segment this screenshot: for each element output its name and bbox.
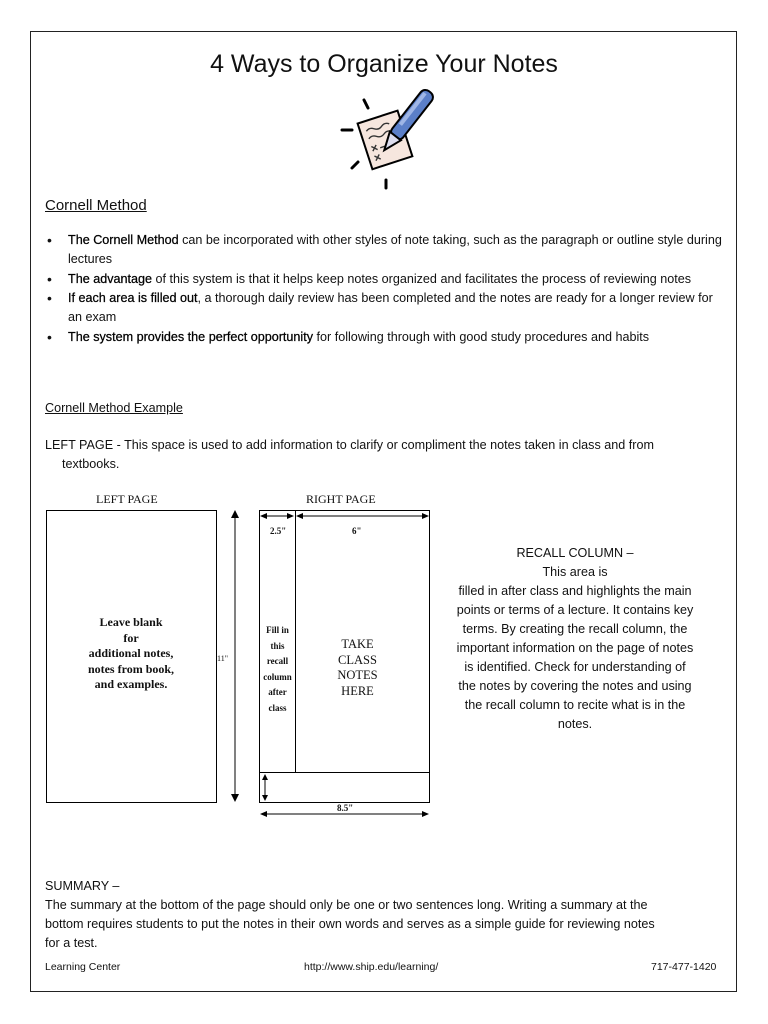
footer-left: Learning Center [45, 961, 121, 973]
list-item: • The Cornell Method can be incorporated with other styles of note taking, such as the paragraph or outline style during lectures [45, 231, 725, 269]
list-item: • The system provides the perfect opportunity for following through with good study procedures and habits [45, 328, 725, 347]
page-title: 4 Ways to Organize Your Notes [210, 50, 558, 78]
recall-width-label: 2.5" [270, 526, 287, 536]
left-page-description: LEFT PAGE - This space is used to add information to clarify or compliment the notes taken in class and from textbooks. [45, 438, 654, 471]
right-page-label: RIGHT PAGE [306, 492, 376, 506]
page-width-label: 8.5" [337, 803, 354, 813]
section-heading: Cornell Method [45, 197, 147, 214]
left-page-text: Leave blank for additional notes, notes from book, and examples. [87, 615, 175, 691]
left-page-label: LEFT PAGE [96, 492, 158, 506]
notes-area-text: TAKE CLASS NOTES HERE [337, 637, 378, 698]
recall-column-text: Fill in this recall column after class [263, 625, 292, 713]
recall-column-description: RECALL COLUMN – This area is filled in after class and highlights the main points or terms of a lecture. It contains key terms. By creating the recall column, the important information on the page of notes is identified. Check for understanding of the notes by covering the notes and using the recall column to recite what is in the notes. [456, 546, 694, 731]
summary-section: SUMMARY – The summary at the bottom of the page should only be one or two sentences long. Writing a summary at the bottom requires students to put the notes in their own words and serves as a simple guide for reviewing notes for a test. [45, 879, 655, 950]
example-heading: Cornell Method Example [45, 401, 183, 415]
notes-width-label: 6" [352, 526, 362, 536]
height-label: 11" [217, 654, 228, 663]
footer-url: http://www.ship.edu/learning/ [304, 961, 439, 973]
list-item: • The advantage of this system is that it helps keep notes organized and facilitates the process of reviewing notes [45, 270, 725, 289]
list-item: • If each area is filled out, a thorough daily review has been completed and the notes are ready for a longer review for an exam [45, 289, 725, 327]
footer-phone: 717-477-1420 [651, 961, 717, 973]
